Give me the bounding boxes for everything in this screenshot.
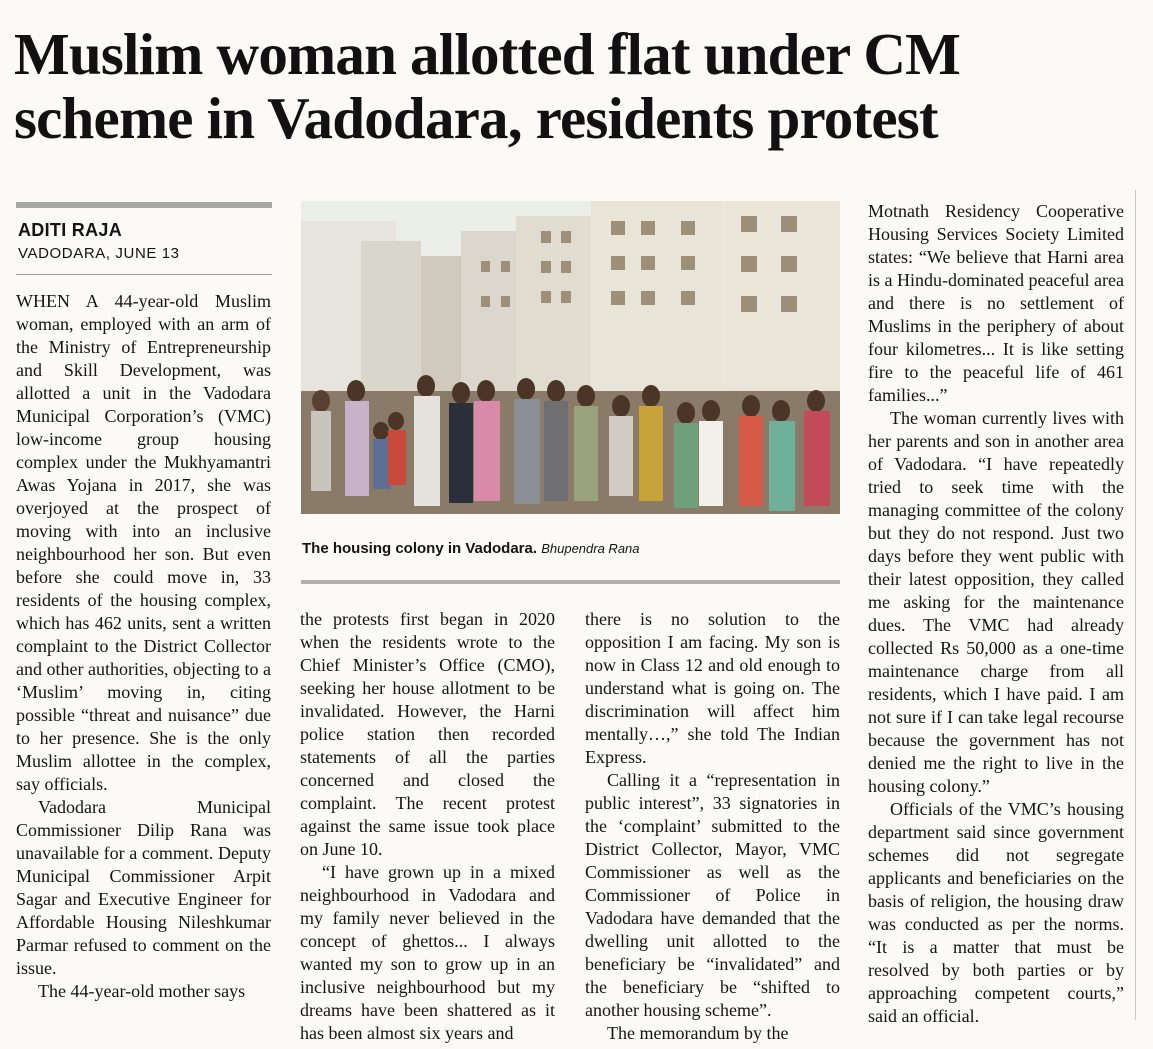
- photo-credit: Bhupendra Rana: [541, 541, 640, 556]
- headline: Muslim woman allotted flat under CM scheme in Vadodara, residents protest: [14, 21, 961, 151]
- byline-bottom-rule: [16, 274, 272, 275]
- paragraph: the protests first began in 2020 when the residents wrote to the Chief Minister’s Office (CMO), seeking her house allotment to be invalidated. However, the Harni police station then recorded statements of all the parties concerned and closed the complaint. The recent protest against the same issue took place on June 10.: [300, 609, 555, 859]
- article-column-3: [585, 608, 840, 1045]
- paragraph: Motnath Residency Cooperative Housing Services Society Limited states: “We believe that Harni area is a Hindu-dominated peaceful area and there is no settlement of Muslims in the periphery of about four kilometres... It is like setting fire to the peaceful life of 461 families...”: [868, 201, 1124, 405]
- caption-text: The housing colony in Vadodara.: [302, 540, 538, 557]
- paragraph: The woman currently lives with her parents and son in another area of Vadodara. “I have repeatedly tried to seek time with the managing committee of the colony but they do not respond. Just two days before they went public with their latest opposition, they called me asking for the maintenance dues. The VMC had already collected Rs 50,000 as a one-time maintenance charge from all residents, which I have paid. I am not sure if I can take legal recourse because the government has not denied me the right to live in the housing colony.”: [868, 408, 1124, 796]
- paragraph: there is no solution to the opposition I am facing. My son is now in Class 12 and old enough to understand what is going on. The discrimination will affect him mentally…,” she told The Indian Express.: [585, 609, 840, 767]
- caption-rule: [301, 580, 840, 584]
- paragraph: The memorandum by the: [607, 1023, 789, 1043]
- paragraph: Officials of the VMC’s housing department said since government schemes did not segregate applicants and beneficiaries on the basis of religion, the housing draw was conducted as per the norms. “It is a matter that must be resolved by both parties or by approaching competent courts,” said an official.: [868, 799, 1124, 1026]
- page-edge-rule: [1135, 190, 1136, 1020]
- paragraph: Vadodara Municipal Commissioner Dilip Rana was unavailable for a comment. Deputy Municipal Commissioner Arpit Sagar and Executive Engineer for Affordable Housing Nileshkumar Parmar refused to comment on the issue.: [16, 797, 271, 978]
- byline-top-rule: [16, 202, 272, 208]
- housing-colony-illustration: [301, 201, 840, 514]
- paragraph: WHEN A 44-year-old Muslim woman, employed with an arm of the Ministry of Entrepreneurship and Skill Development, was allotted a unit in the Vadodara Municipal Corporation’s (VMC) low-income group housing complex under the Mukhyamantri Awas Yojana in 2017, she was overjoyed at the prospect of moving with into an inclusive neighbourhood her son. But even before she could move in, 33 residents of the housing complex, which has 462 units, sent a written complaint to the District Collector and other authorities, objecting to a ‘Muslim’ moving in, citing possible “threat and nuisance” due to her presence. She is the only Muslim allottee in the complex, say officials.: [16, 291, 271, 794]
- article-column-2: [300, 608, 555, 1045]
- housing-colony-photo: [301, 201, 840, 514]
- article-column-1: [16, 290, 271, 1003]
- dateline: VADODARA, JUNE 13: [18, 245, 180, 262]
- photo-caption: [302, 540, 640, 557]
- article-column-4: [868, 200, 1124, 1028]
- paragraph: Calling it a “representation in public interest”, 33 signatories in the ‘complaint’ submitted to the District Collector, Mayor, VMC Commissioner as well as the Commissioner of Police in Vadodara have demanded that the dwelling unit allotted to the beneficiary be “invalidated” and the beneficiary be “shifted to another housing scheme”.: [585, 770, 840, 1020]
- byline: ADITI RAJA: [18, 220, 123, 240]
- paragraph: The 44-year-old mother says: [38, 981, 246, 1001]
- paragraph: “I have grown up in a mixed neighbourhood in Vadodara and my family never believed in the concept of ghettos... I always wanted my son to grow up in an inclusive neighbourhood but my dreams have been shattered as it has been almost six years and: [300, 862, 555, 1043]
